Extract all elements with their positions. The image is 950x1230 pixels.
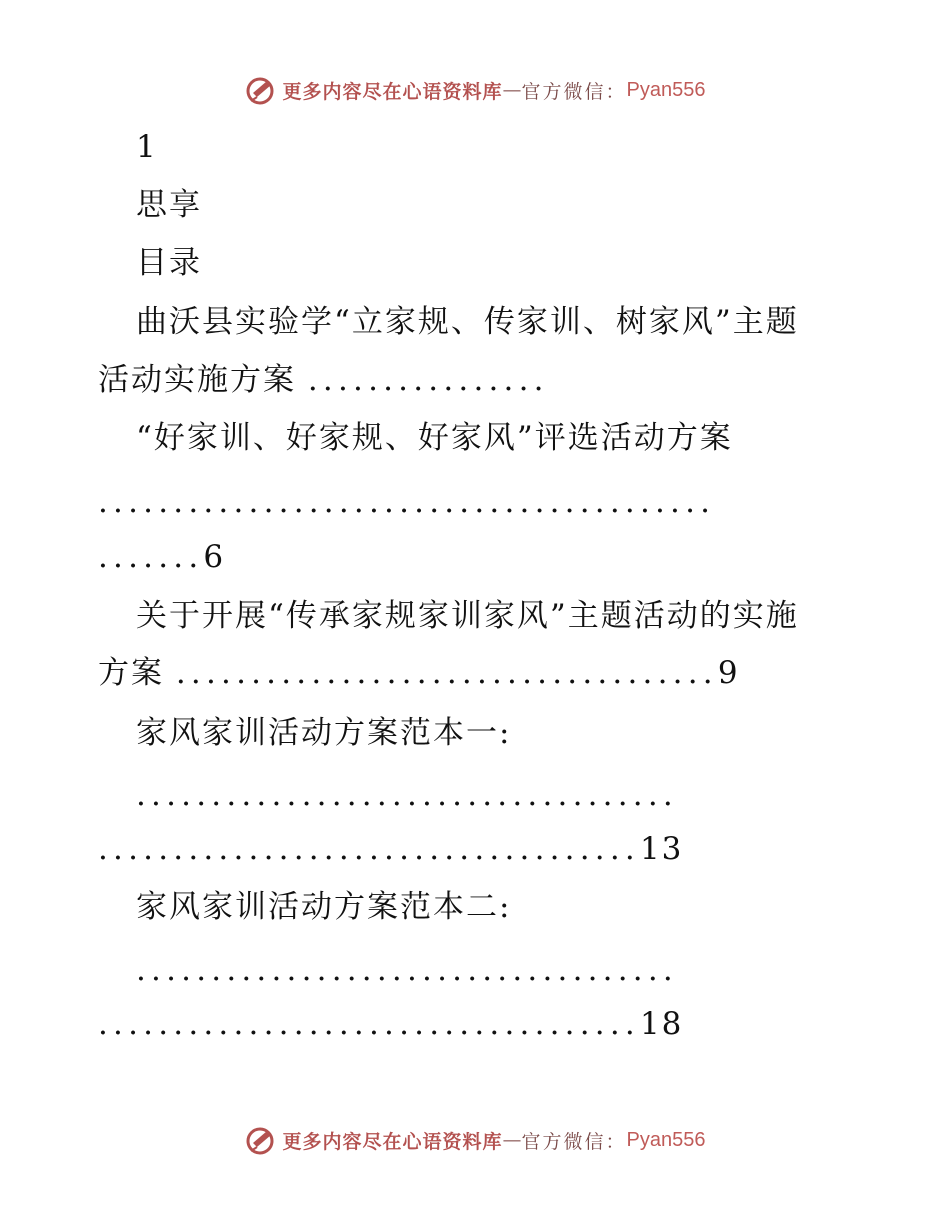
- doc-subtitle: 思享: [136, 187, 202, 223]
- toc-entry-5-title[interactable]: 家风家训活动方案范本二:: [136, 889, 512, 925]
- quill-logo-icon: [245, 73, 279, 107]
- toc-entry-1-title[interactable]: 曲沃县实验学“立家规、传家训、树家风”主题: [136, 304, 799, 340]
- toc-entry-2-leader: .........................................: [98, 484, 716, 520]
- toc-entry-4-leader-2: ....................................: [98, 831, 640, 867]
- banner-dash: —: [502, 79, 522, 101]
- toc-entry-2-leader-end: [98, 537, 225, 577]
- banner-wechat-id: Pyan556: [626, 78, 706, 101]
- toc-entry-5-leader-end: [98, 1004, 683, 1044]
- toc-entry-4-title[interactable]: 家风家训活动方案范本一:: [136, 715, 512, 751]
- toc-entry-4-leader-end: [98, 829, 683, 869]
- toc-entry-3-title-cont[interactable]: [98, 653, 740, 693]
- toc-entry-3-page: 9: [717, 655, 740, 691]
- banner-text: 更多内容尽在心语资料库: [282, 1130, 503, 1153]
- toc-entry-1-leader: ................: [307, 362, 549, 398]
- banner-dash: —: [502, 1129, 522, 1151]
- banner-wechat-id: Pyan556: [626, 1128, 706, 1151]
- toc-entry-3-title[interactable]: 关于开展“传承家规家训家风”主题活动的实施: [136, 598, 799, 634]
- quill-logo-icon: [245, 1123, 279, 1157]
- toc-entry-5-leader-2: ....................................: [98, 1006, 640, 1042]
- footer-banner: [0, 1120, 950, 1160]
- toc-entry-1-title-cont[interactable]: [98, 360, 549, 400]
- header-banner: [0, 70, 950, 110]
- toc-entry-2-page: 6: [203, 539, 226, 575]
- toc-entry-3-leader: ....................................: [175, 655, 718, 691]
- toc-entry-3-title-line2: 方案: [98, 655, 164, 691]
- banner-wechat-label: 官方微信：: [521, 1130, 627, 1153]
- toc-entry-5-page: 18: [639, 1006, 684, 1042]
- toc-entry-2-leader-2: .......: [98, 539, 204, 575]
- banner-wechat-label: 官方微信：: [521, 80, 627, 103]
- banner-text: 更多内容尽在心语资料库: [282, 80, 503, 103]
- toc-entry-5-leader: ....................................: [136, 952, 678, 988]
- toc-entry-2-title[interactable]: “好家训、好家规、好家风”评选活动方案: [136, 420, 733, 456]
- toc-heading: 目录: [136, 245, 202, 281]
- page-number: 1: [136, 129, 158, 165]
- toc-entry-1-title-line2: 活动实施方案: [98, 362, 296, 398]
- toc-entry-4-page: 13: [639, 831, 684, 867]
- toc-entry-4-leader: ....................................: [136, 777, 678, 813]
